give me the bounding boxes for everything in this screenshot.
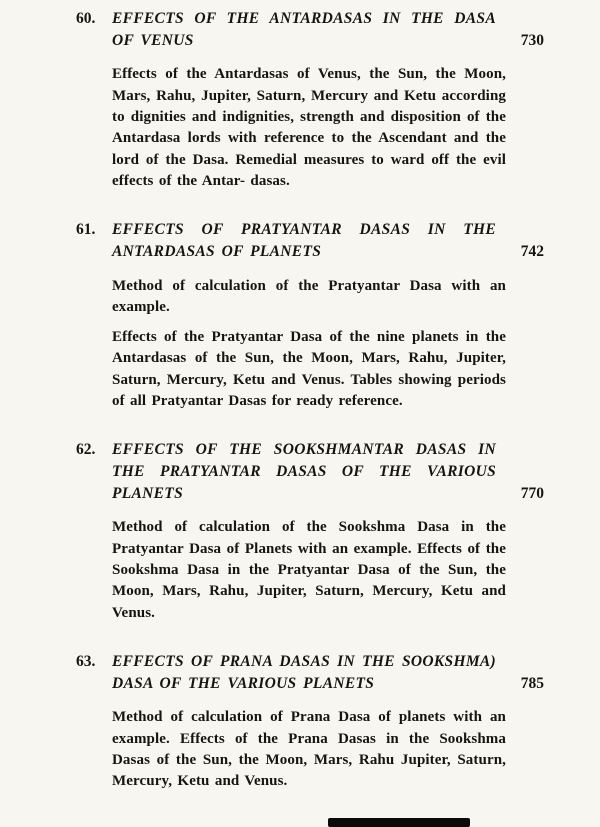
entry-paragraph: Method of calculation of Prana Dasa of planets with an example. Effects of the Prana Dasas in the Sookshma Dasas of the Sun, the Moon, Mars, Rahu Jupiter, Saturn, Mercury, Ketu and Venus. (112, 709, 506, 790)
toc-entry-61 (76, 219, 544, 412)
entry-description (112, 707, 544, 792)
entry-paragraph: Effects of the Antardasas of Venus, the Sun, the Moon, Mars, Rahu, Jupiter, Saturn, Mercury and Ketu according to dignities and indignities, strength and disposition of the Antardasa lords with reference to the Ascendant and the lord of the Dasa. Remedial measures to ward off the evil effects of the Antar- dasas. (112, 66, 506, 189)
entry-number: 63. (76, 652, 96, 670)
entry-page-number: 742 (520, 242, 544, 260)
entry-title: EFFECTS OF PRATYANTAR DASAS IN THE ANTARDASAS OF PLANETS (112, 221, 496, 260)
entry-description (112, 64, 544, 192)
entry-paragraph: Method of calculation of the Pratyantar Dasa with an example. (112, 277, 506, 315)
entry-heading (76, 219, 544, 262)
scan-artifact-mark (328, 818, 470, 827)
toc-entry-63 (76, 651, 544, 793)
entry-number: 60. (76, 10, 96, 27)
toc-entry-62 (76, 439, 544, 624)
entry-number: 61. (76, 221, 96, 239)
entry-page-number: 785 (520, 674, 544, 692)
entry-heading (76, 8, 544, 51)
entry-title: EFFECTS OF PRANA DASAS IN THE SOOKSHMA) DASA OF THE VARIOUS PLANETS (112, 652, 496, 692)
entry-title: EFFECTS OF THE SOOKSHMANTAR DASAS IN THE PRATYANTAR DASAS OF THE VARIOUS PLANETS (112, 441, 496, 502)
entry-heading (76, 439, 544, 504)
entry-paragraph: Effects of the Pratyantar Dasa of the nine planets in the Antardasas of the Sun, the Moon, Mars, Rahu, Jupiter, Saturn, Mercury, Ketu and Venus. Tables showing periods of all Pratyantar Dasas for ready reference. (112, 329, 506, 410)
entry-page-number: 770 (520, 484, 544, 502)
entry-page-number: 730 (520, 31, 544, 49)
entry-paragraph: Method of calculation of the Sookshma Dasa in the Pratyantar Dasa of Planets with an example. Effects of the Sookshma Dasa in the Pratyantar Dasa of the Sun, the Moon, Mars, Rahu, Jupiter, Saturn, Mercury, Ketu and Venus. (112, 519, 506, 621)
entry-description (112, 517, 544, 623)
entry-heading (76, 651, 544, 694)
entry-number: 62. (76, 441, 96, 459)
toc-entry-60 (76, 8, 544, 192)
entry-description (112, 276, 544, 413)
entry-title: EFFECTS OF THE ANTARDASAS IN THE DASA OF VENUS (112, 10, 496, 49)
